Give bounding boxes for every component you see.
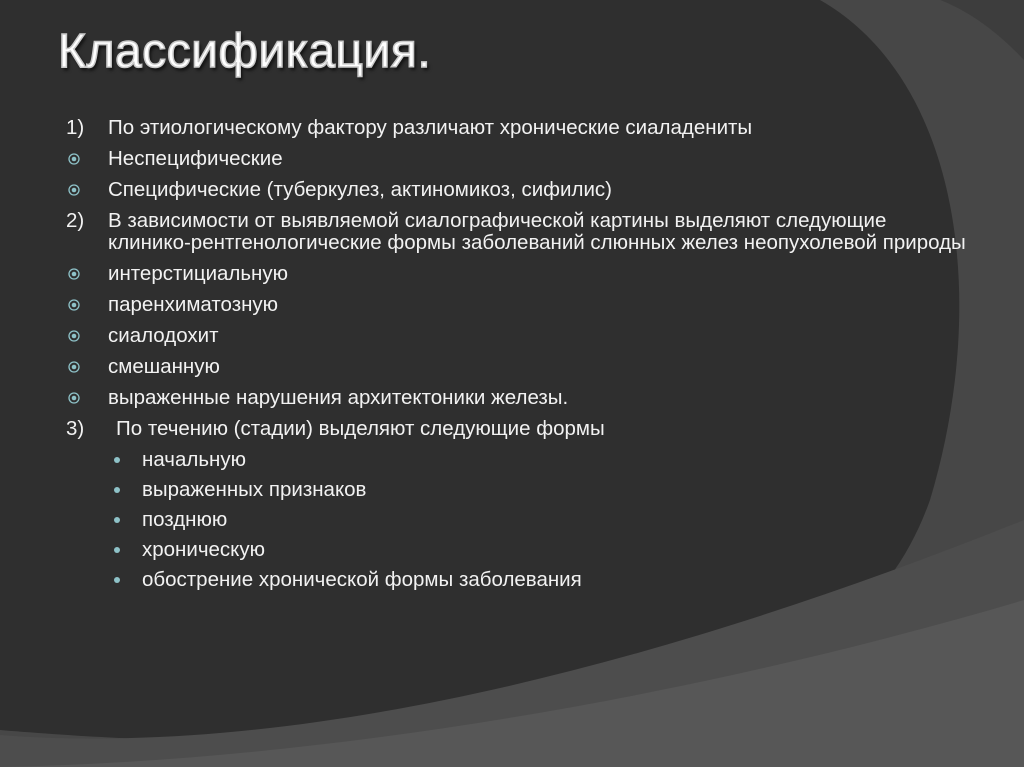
number-marker: 3) xyxy=(66,417,85,440)
item-text: По течению (стадии) выделяют следующие формы xyxy=(116,417,605,440)
item-text: выраженных признаков xyxy=(142,478,367,501)
bullet-item xyxy=(66,387,966,409)
sub-bullet-item xyxy=(66,479,966,501)
item-text: начальную xyxy=(142,448,246,471)
target-bullet-icon xyxy=(68,330,80,342)
sub-bullet-item xyxy=(66,539,966,561)
bullet-item xyxy=(66,263,966,285)
sub-bullet-item xyxy=(66,449,966,471)
dot-bullet-icon xyxy=(114,517,120,523)
target-bullet-icon xyxy=(68,299,80,311)
item-text: выраженные нарушения архитектоники железы. xyxy=(108,386,569,409)
bullet-item xyxy=(66,356,966,378)
item-text: интерстициальную xyxy=(108,262,289,285)
sub-bullet-item xyxy=(66,569,966,591)
bullet-item xyxy=(66,294,966,316)
item-text: Специфические (туберкулез, актиномикоз, сифилис) xyxy=(108,178,612,201)
item-text: По этиологическому фактору различают хронические сиаладениты xyxy=(108,116,753,139)
dot-bullet-icon xyxy=(114,577,120,583)
item-text: паренхиматозную xyxy=(108,293,279,316)
target-bullet-icon xyxy=(68,153,80,165)
item-text: хроническую xyxy=(142,538,265,561)
target-bullet-icon xyxy=(68,392,80,404)
dot-bullet-icon xyxy=(114,547,120,553)
numbered-item xyxy=(66,210,966,254)
item-text: сиалодохит xyxy=(108,324,219,347)
number-marker: 2) xyxy=(66,209,85,232)
target-bullet-icon xyxy=(68,184,80,196)
target-bullet-icon xyxy=(68,268,80,280)
item-text: Неспецифические xyxy=(108,147,283,170)
bullet-item xyxy=(66,148,966,170)
target-bullet-icon xyxy=(68,361,80,373)
bullet-item xyxy=(66,179,966,201)
item-text: обострение хронической формы заболевания xyxy=(142,568,582,591)
item-text: позднюю xyxy=(142,508,228,531)
sub-bullet-item xyxy=(66,509,966,531)
item-text: В зависимости от выявляемой сиалографической картины выделяют следующие клинико-рентгенологические формы заболеваний слюнных желез неопухолевой природы xyxy=(108,209,966,254)
item-text: смешанную xyxy=(108,355,220,378)
number-marker: 1) xyxy=(66,116,85,139)
numbered-item xyxy=(66,418,966,440)
bullet-item xyxy=(66,325,966,347)
numbered-item xyxy=(66,117,966,139)
dot-bullet-icon xyxy=(114,487,120,493)
slide-title: Классификация. xyxy=(58,25,432,78)
slide-body xyxy=(66,117,966,599)
dot-bullet-icon xyxy=(114,457,120,463)
